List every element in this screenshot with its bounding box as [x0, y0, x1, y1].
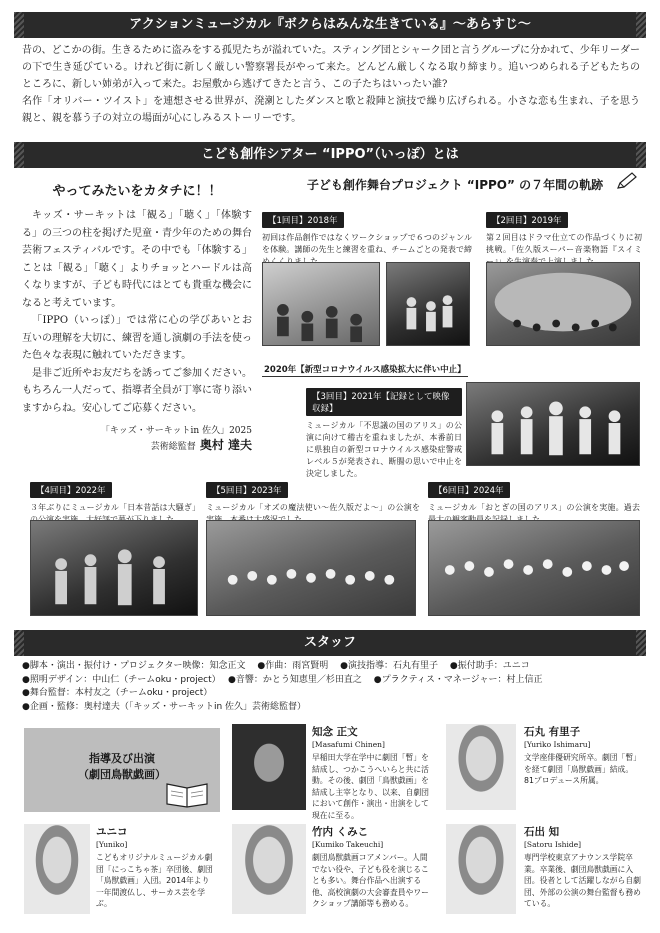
year-text: ミュージカル「不思議の国のアリス」の公演に向けて稽古を重ねましたが、本番前日に県独自の新型コロナウイルス感染症警戒レベル５が発表され、断腸の思いで中止を決定しました。 [306, 421, 462, 478]
member-name: 石出 知 [524, 826, 560, 838]
portrait-takeuchi [232, 824, 306, 914]
member-bio: 専門学校東京アナウンス学院卒業。卒業後、劇団鳥獣戯画に入団。役者として活躍しながら自劇団、外部の公演の舞台監督も務めている。 [524, 853, 641, 908]
year-2023 [206, 478, 420, 526]
staff-banner [14, 630, 646, 656]
photo-2022-mukashibanashi [30, 520, 198, 616]
synopsis-paragraph: 昔の、どこかの街。生きるために盗みをする孤児たちが溢れていた。スティング団とシャーク団と言うグループに分かれて、少年リーダーの下で生き延びている。けれど街に新しく厳しい警察署長がやって来た。どんどん厳しくなる取り締まり。追いつめられる子どもたちのところに、新しい姉弟が入って来た。お屋敷から逃げてきたと言う、この子たちはいったい誰? [22, 45, 640, 90]
staff-credit: ●演技指導：石丸有里子 [340, 661, 438, 671]
photo-2021-alice [466, 382, 640, 466]
photo-2018-rehearsal [386, 262, 470, 346]
photo-figures [31, 521, 197, 615]
pencil-icon [616, 172, 638, 190]
member-ishide [524, 824, 642, 910]
intro-paragraph: 「IPPO（いっぽ）」では常に心の学びあいとお互いの理解を大切に、練習を通し演劇の手法を使った色々な表現に触れていただきます。 [22, 315, 252, 361]
ippo-banner [14, 142, 646, 168]
year-text: ミュージカル「おとぎの国のアリス」の公演を実施。過去 [428, 503, 640, 512]
signature-name: 奥村 達夫 [199, 438, 252, 452]
photo-figures [429, 521, 639, 615]
year-text: ３年ぶりにミュージカル「日本昔話は大騒ぎ」 [30, 503, 200, 512]
member-name: 石丸 有里子 [524, 726, 581, 738]
staff-line [22, 701, 642, 715]
member-roman: [Yuniko] [96, 840, 128, 849]
staff-credit: ●プラクティス・マネージャー：村上信正 [373, 674, 543, 685]
year-2018 [262, 208, 472, 268]
synopsis-paragraph: 名作「オリバー・ツイスト」を連想させる世界が、溌溂としたダンスと歌と殺陣と演技で繰り広げられる。小さな恋も生まれ、子を思う親と、親を慕う子の対立の場面が心にしみるストーリーです。 [22, 96, 640, 124]
member-name: ユニコ [96, 826, 128, 838]
signature [22, 436, 252, 453]
staff-credit: ●企画・監修：奥村達夫（「キッズ・サーキットin 佐久」芸術総監督） [22, 701, 307, 712]
photo-2024-otogi-alice [428, 520, 640, 616]
staff-line [22, 687, 642, 701]
catch-phrase: やってみたいをカタチに！！ [52, 184, 222, 199]
synopsis-text [22, 42, 640, 127]
photo-figures [263, 263, 379, 345]
guide-title: 指導及び出演 [89, 752, 155, 765]
member-roman: [Kumiko Takeuchi] [312, 840, 384, 849]
member-bio: 文学座俳優研究所卒。劇団「暫」を経て劇団「鳥獣戯画」結成。81プロデュース所属。 [524, 753, 641, 785]
year-label: 【6回目】2024年 [428, 482, 510, 498]
portrait-ishimaru [446, 724, 516, 810]
portrait-ishide [446, 824, 516, 914]
signature-role: 芸術総監督 [150, 442, 196, 452]
photo-figures [487, 263, 639, 345]
guide-box [24, 728, 220, 812]
year-text: 初回は作品創作ではなくワークショップで６つのジャンルを体験。講師の先生と練習を重ね、チームごとの発表で締 [262, 233, 472, 254]
synopsis-banner [14, 12, 646, 38]
year-label: 【1回目】2018年 [262, 212, 344, 228]
member-bio: 劇団鳥獣戯画コアメンバー。人間でない役や、子ども役を演じることも多い。舞台作品へ出演する他、高校演劇の大会審査員やワークショップ講師等も務める。 [312, 853, 429, 908]
portrait-chinen [232, 724, 306, 810]
photo-2023-oz [206, 520, 416, 616]
book-icon [164, 778, 210, 808]
photo-figures [467, 383, 639, 465]
year-label: 【2回目】2019年 [486, 212, 568, 228]
photo-figures [387, 263, 469, 345]
year-2022 [30, 478, 200, 526]
synopsis-title: アクションミュージカル『ボクらはみんな生きている』〜あらすじ〜 [129, 17, 531, 32]
year-2019 [486, 208, 642, 268]
member-yuniko [96, 824, 216, 910]
ippo-title: こども創作シアター “IPPO”（いっぽ）とは [201, 147, 459, 162]
staff-line [22, 660, 642, 674]
year-label: 【4回目】2022年 [30, 482, 112, 498]
staff-title: スタッフ [303, 635, 356, 650]
trajectory-title: 子ども創作舞台プロジェクト “IPPO” の７年間の軌跡 [306, 178, 604, 192]
year-2024 [428, 478, 640, 526]
member-bio: 早稲田大学在学中に劇団「暫」を結成し、つかこうへいらと共に活動。その後、劇団「鳥獣戯画」を結成し主宰となり、以来、自劇団において創作・演出・出演をして現在に至る。 [312, 753, 429, 820]
staff-credit: ●作曲：雨宮賢明 [257, 661, 329, 671]
year-text: ミュージカル「オズの魔法使い〜佐久版だよ〜」の公演を [206, 503, 420, 512]
photo-2018-workshop [262, 262, 380, 346]
signature-org: 「キッズ・サーキットin 佐久」2025 [100, 426, 252, 436]
staff-list [22, 660, 642, 714]
staff-credit: ●照明デザイン：中山仁（チームoku・project） [22, 674, 217, 685]
member-roman: [Masafumi Chinen] [312, 740, 385, 749]
intro-paragraph: 是非ご近所やお友だちを誘ってご参加ください。もちろん一人だって、指導者全員が丁寧に寄り添いますからね。安心してご応募ください。 [22, 367, 252, 414]
year-label: 【5回目】2023年 [206, 482, 288, 498]
staff-credit: ●振付助手：ユニコ [449, 661, 530, 671]
member-name: 竹内 くみこ [312, 826, 369, 838]
photo-figures [207, 521, 415, 615]
staff-line [22, 674, 642, 688]
staff-credit: ●脚本・演出・振付け・プロジェクター映像：知念正文 [22, 661, 246, 671]
portrait-yuniko [24, 824, 90, 914]
covid-note: 2020年【新型コロナウイルス感染拡大に伴い中止】 [264, 365, 466, 375]
year-2021 [306, 388, 462, 480]
member-chinen [312, 724, 430, 821]
member-takeuchi [312, 824, 430, 910]
member-bio: こどもオリジナルミュージカル劇団「にっこちゃ茶」卒団後、劇団「鳥獣戯画」入団。2014年より一年間渡仏し、サーカス芸を学ぶ。 [96, 853, 213, 908]
photo-2019-swimmy [486, 262, 640, 346]
year-text: 第２回目はドラマ仕立ての作品づくりに初挑戦。「佐久版スーパー音楽物語『スイミ [486, 233, 642, 254]
intro-paragraph: キッズ・サーキットは「観る」「聴く」「体験する」の三つの柱を掲げた児童・青少年のための舞台芸術フェスティバルです。その中でも「体験する」ことは「観る」「聴く」よりチョッとハードルは高くなりますが、子ども時代にはとても貴重な機会になると考えています。 [22, 210, 252, 309]
guide-subtitle: （劇団鳥獣戯画） [78, 768, 166, 781]
member-roman: [Yuriko Ishimaru] [524, 740, 591, 749]
member-name: 知念 正文 [312, 726, 358, 738]
member-roman: [Satoru Ishide] [524, 840, 582, 849]
staff-credit: ●音響：かとう知恵里／杉田直之 [227, 674, 362, 685]
staff-credit: ●舞台監督：本村友之（チームoku・project） [22, 688, 213, 698]
year-label: 【3回目】2021年【記録として映像収録】 [306, 388, 462, 416]
member-ishimaru [524, 724, 642, 787]
intro-column [22, 180, 252, 453]
